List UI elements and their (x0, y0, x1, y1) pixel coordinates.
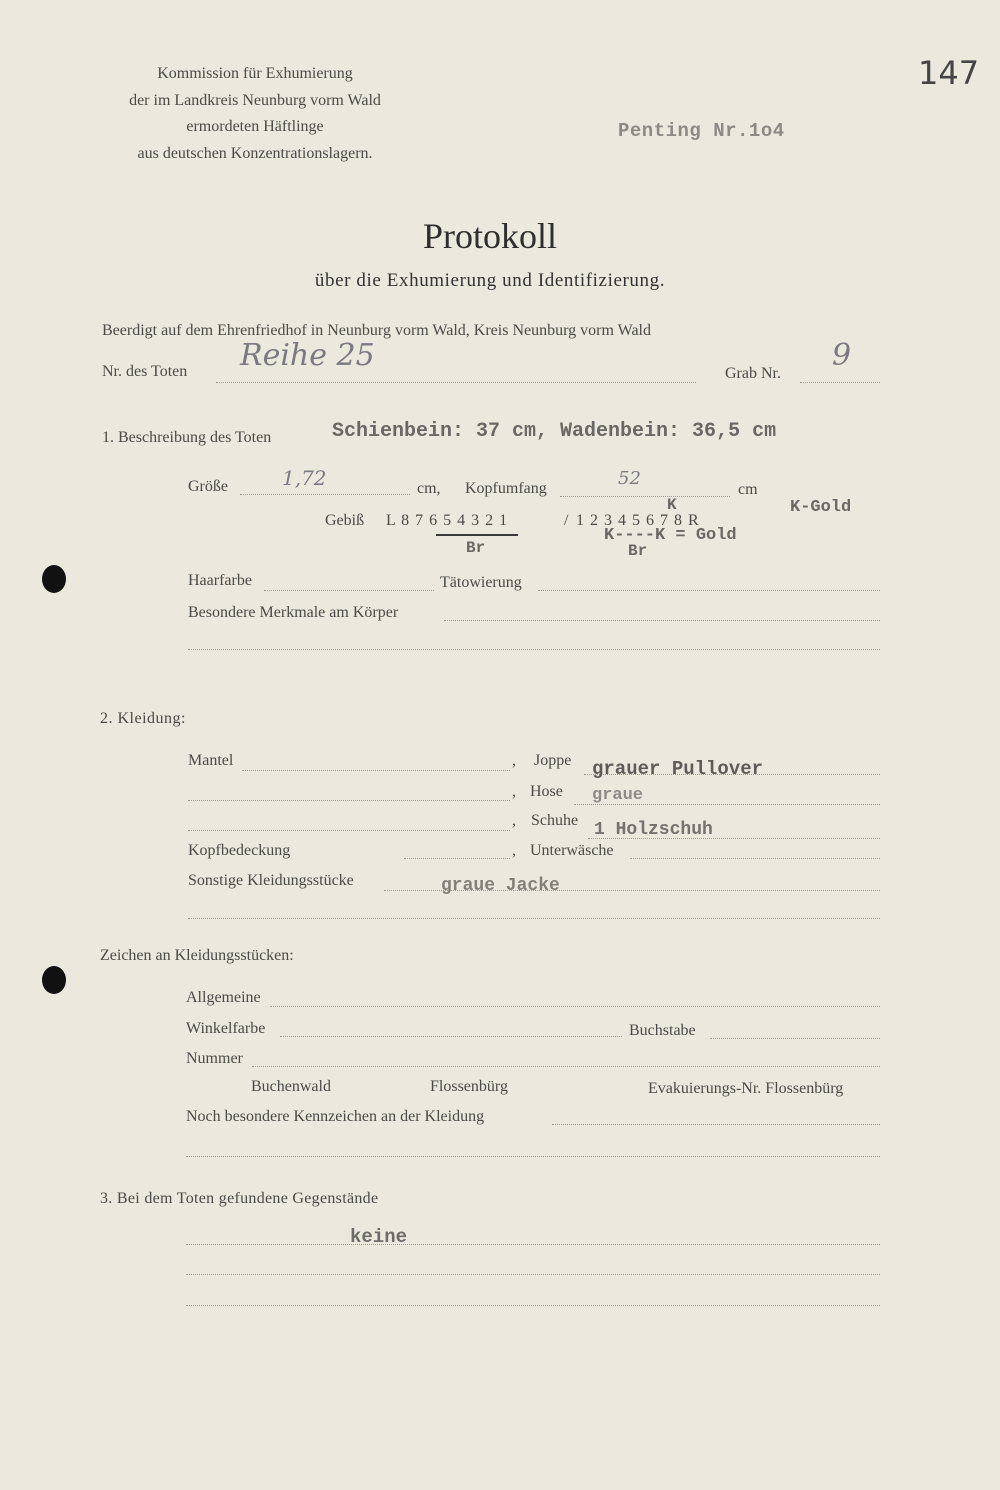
buchenwald-label: Buchenwald (251, 1078, 331, 1095)
flossenburg-label: Flossenbürg (430, 1078, 508, 1095)
teeth-k-gold: K----K = Gold (604, 526, 737, 545)
other-marks-label: Noch besondere Kennzeichen an der Kleidung (186, 1108, 485, 1125)
teeth-right: 1 2 3 4 5 6 7 8 R (576, 512, 700, 529)
other-clothing-label: Sonstige Kleidungsstücke (188, 872, 354, 889)
punch-hole-bottom (42, 966, 66, 994)
height-unit: cm, (417, 480, 441, 497)
underwear-label: Unterwäsche (530, 842, 614, 859)
teeth-left: L 8 7 6 5 4 3 2 1 (386, 512, 509, 529)
jacket-label: Joppe (534, 752, 572, 769)
clothing-marks-label: Zeichen an Kleidungsstücken: (100, 947, 294, 964)
grave-number-value: 9 (832, 338, 852, 373)
section2-label: 2. Kleidung: (100, 710, 186, 727)
commission-line-3: ermordeten Häftlinge (186, 118, 324, 135)
page-title: Protokoll (422, 216, 557, 256)
teeth-separator: / (564, 512, 569, 529)
commission-header (100, 61, 410, 167)
bone-measurements: Schienbein: 37 cm, Wadenbein: 36,5 cm (332, 420, 777, 443)
height-label: Größe (188, 478, 228, 495)
location-stamp: Penting Nr.1o4 (618, 120, 785, 142)
commission-line-1: Kommission für Exhumierung (157, 65, 353, 82)
shoes-value: 1 Holzschuh (594, 820, 713, 840)
teeth-k-mark: K (667, 496, 677, 514)
page-subtitle: über die Exhumierung und Identifizierung. (314, 270, 666, 291)
teeth-bridge-right: Br (628, 542, 648, 560)
trousers-value: graue (592, 786, 644, 805)
hair-label: Haarfarbe (188, 572, 252, 589)
head-unit: cm (738, 481, 758, 498)
punch-hole-top (42, 565, 66, 593)
other-clothing-value: graue Jacke (441, 876, 560, 896)
dead-number-label: Nr. des Toten (102, 363, 188, 380)
found-items-value: keine (350, 1226, 408, 1248)
protocol-document: Kommission für Exhumierung der im Landkreis Neunburg vorm Wald ermordeten Häftlinge aus deutschen Konzentrationslagern. 147 Penting Nr.1o4 Protokoll über die Exhumierung und Identifizierung. Beerdigt auf dem Ehrenfriedhof in Neunburg vorm Wald, Kreis Neunburg vorm Wald Nr. des Toten Reihe 25 Grab Nr. 9 1. Beschreibung des Toten Schienbein: 37 cm, Wadenbein: 36,5 cm Größe 1,72 cm, Kopfumfang 52 cm Gebiß L 8 7 6 5 4 3 2 1 / 1 2 3 4 5 6 7 8 R K K-Gold Br K----K = Gold Br Haarfarbe Tätowierung Besondere Merkmale am Körper 2. Kleidung: Mantel , Joppe grauer Pullover , Hose graue , Schuhe 1 Holzschuh Kopfbedeckung , Unterwäsche Sonstige Kleidungsstücke graue Jacke Zeichen an Kleidungsstücken: Allgemeine Winkelfarbe Buchstabe Nummer Buchenwald Flossenbürg Evakuierungs-Nr. Flossenbürg Noch besondere Kennzeichen an der Kleidung 3. Bei dem Toten gefundene Gegenstände keine (0, 0, 1000, 1490)
dead-number-value: Reihe 25 (240, 338, 375, 373)
coat-label: Mantel (188, 752, 234, 769)
head-value: 52 (618, 468, 641, 489)
commission-line-4: aus deutschen Konzentrationslagern. (137, 144, 373, 162)
page-number: 147 (918, 54, 980, 92)
head-label: Kopfumfang (465, 480, 547, 497)
burial-label: Beerdigt auf dem Ehrenfriedhof in Neunburg vorm Wald, Kreis Neunburg vorm Wald (102, 322, 651, 339)
height-value: 1,72 (282, 466, 327, 490)
marks-label: Besondere Merkmale am Körper (188, 604, 399, 621)
trousers-label: Hose (530, 783, 563, 800)
section3-label: 3. Bei dem Toten gefundene Gegenstände (100, 1190, 379, 1207)
section1-label: 1. Beschreibung des Toten (102, 429, 272, 446)
shoes-label: Schuhe (531, 812, 579, 829)
tattoo-label: Tätowierung (440, 574, 522, 591)
general-label: Allgemeine (186, 989, 261, 1006)
teeth-label: Gebiß (325, 512, 365, 529)
commission-line-2: der im Landkreis Neunburg vorm Wald (129, 91, 381, 109)
evacuation-number-label: Evakuierungs-Nr. Flossenbürg (648, 1080, 844, 1097)
triangle-color-label: Winkelfarbe (186, 1020, 266, 1037)
number-label: Nummer (186, 1050, 243, 1067)
letter-label: Buchstabe (629, 1022, 696, 1039)
teeth-gold-note: K-Gold (790, 498, 852, 517)
grave-number-label: Grab Nr. (725, 365, 781, 382)
teeth-bridge-left: Br (466, 539, 486, 557)
jacket-value: grauer Pullover (592, 758, 764, 780)
headwear-label: Kopfbedeckung (188, 842, 291, 859)
